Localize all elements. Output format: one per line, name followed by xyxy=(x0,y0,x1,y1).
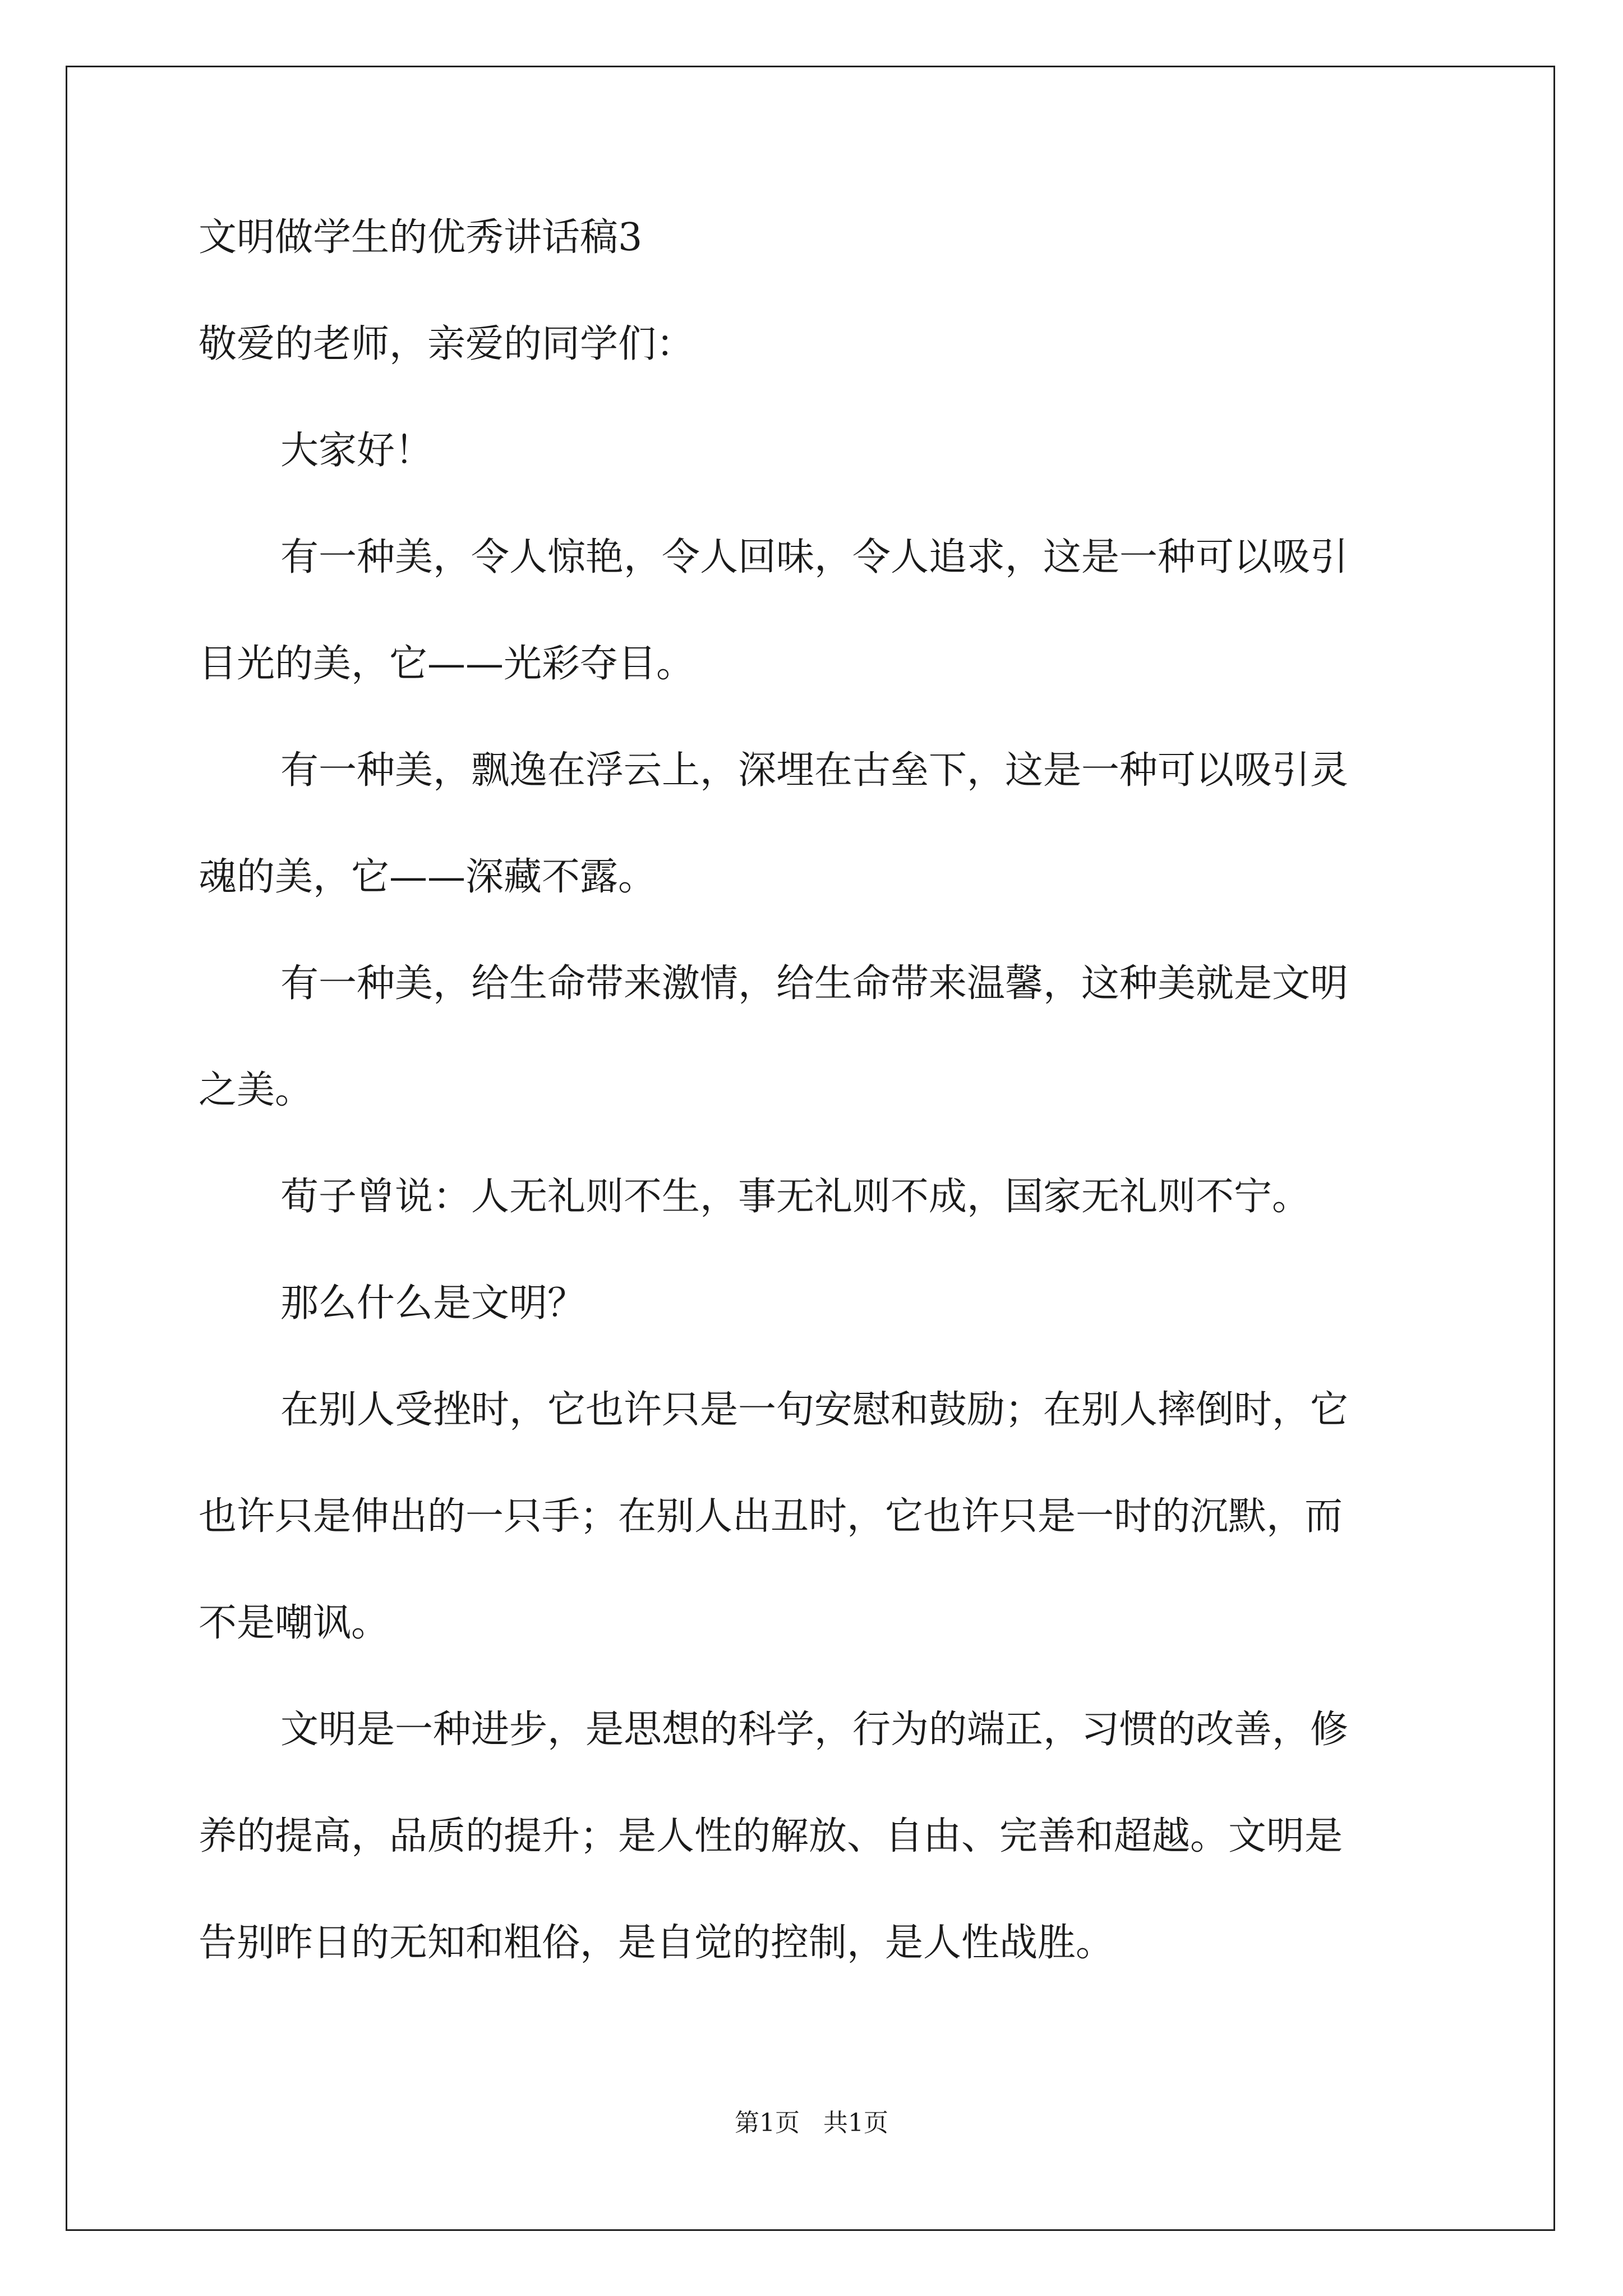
paragraph-line: 文明是一种进步，是思想的科学，行为的端正，习惯的改善，修 xyxy=(280,1708,1349,1752)
paragraph-line: 告别昨日的无知和粗俗，是自觉的控制，是人性战胜。 xyxy=(199,1921,1114,1965)
paragraph-line: 在别人受挫时，它也许只是一句安慰和鼓励；在别人摔倒时，它 xyxy=(280,1388,1349,1432)
greeting: 大家好！ xyxy=(280,429,434,473)
paragraph-line: 有一种美，飘逸在浮云上，深埋在古垒下，这是一种可以吸引灵 xyxy=(280,748,1349,793)
paragraph-line: 养的提高，品质的提升；是人性的解放、自由、完善和超越。文明是 xyxy=(199,1814,1343,1858)
page-border xyxy=(66,66,1555,2231)
paragraph-line: 有一种美，令人惊艳，令人回味，令人追求，这是一种可以吸引 xyxy=(280,535,1349,579)
paragraph-line: 目光的美，它——光彩夺目。 xyxy=(199,642,695,686)
paragraph-line: 荀子曾说：人无礼则不生，事无礼则不成，国家无礼则不宁。 xyxy=(280,1175,1311,1219)
document-title: 文明做学生的优秀讲话稿3 xyxy=(199,215,643,260)
paragraph-line: 魂的美，它——深藏不露。 xyxy=(199,855,657,899)
paragraph-line: 有一种美，给生命带来激情，给生命带来温馨，这种美就是文明 xyxy=(280,961,1349,1006)
paragraph-line: 那么什么是文明？ xyxy=(280,1281,586,1326)
paragraph-line: 也许只是伸出的一只手；在别人出丑时，它也许只是一时的沉默，而 xyxy=(199,1494,1343,1539)
salutation: 敬爱的老师，亲爱的同学们： xyxy=(199,322,695,366)
paragraph-line: 之美。 xyxy=(199,1068,313,1112)
page-footer: 第1页 共1页 xyxy=(735,2109,888,2137)
paragraph-line: 不是嘲讽。 xyxy=(199,1601,390,1645)
